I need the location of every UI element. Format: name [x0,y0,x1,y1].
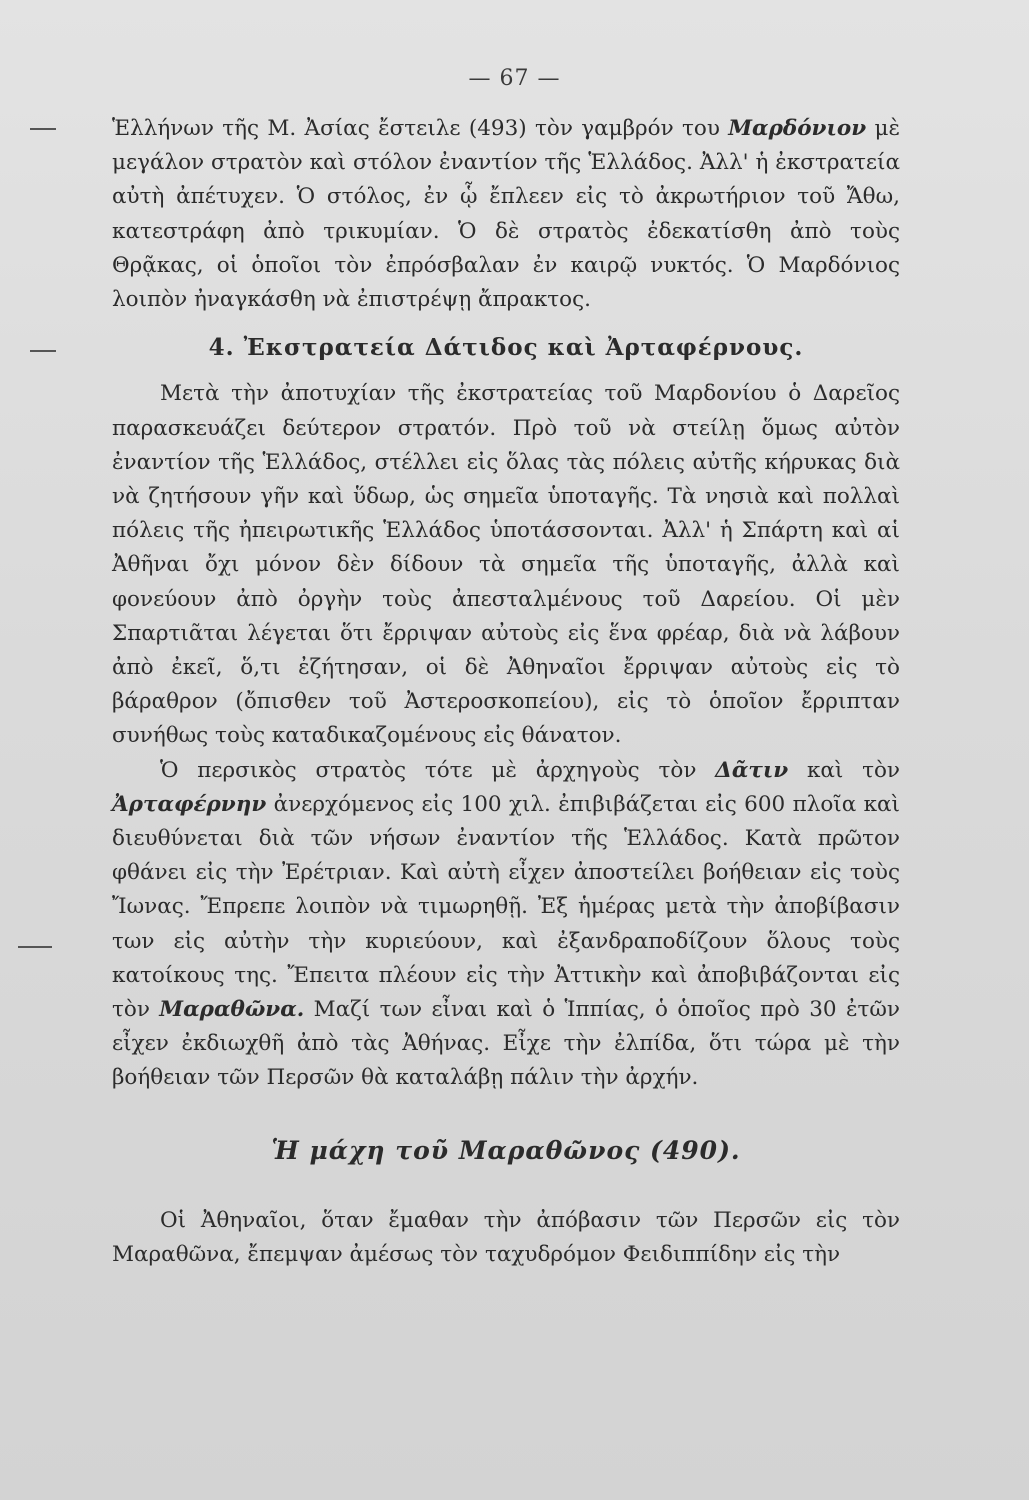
paragraph: Μετὰ τὴν ἀποτυχίαν τῆς ἐκστρατείας τοῦ Μαρδονίου ὁ Δαρεῖος παρασκευάζει δεύτερον στρατόν. Πρὸ τοῦ νὰ στείλῃ ὅμως αὐτὸν ἐναντίον τῆς Ἑλλάδος, στέλλει εἰς ὅλας τὰς πόλεις αὐτῆς κήρυκας διὰ νὰ ζητήσουν γῆν καὶ ὕδωρ, ὡς σημεῖα ὑποταγῆς. Τὰ νησιὰ καὶ πολλαὶ πόλεις τῆς ἠπειρωτικῆς Ἑλλάδος ὑποτάσσονται. Ἀλλ' ἡ Σπάρτη καὶ αἱ Ἀθῆναι ὄχι μόνον δὲν δίδουν τὰ σημεῖα τῆς ὑποταγῆς, ἀλλὰ καὶ φονεύουν ἀπὸ ὀργὴν τοὺς ἀπεσταλμένους τοῦ Δαρείου. Οἱ μὲν Σπαρτιᾶται λέγεται ὅτι ἔρριψαν αὐτοὺς εἰς ἕνα φρέαρ, διὰ νὰ λάβουν ἀπὸ ἐκεῖ, ὅ,τι ἐζήτησαν, οἱ δὲ Ἀθηναῖοι ἔρριψαν αὐτοὺς εἰς τὸ βάραθρον (ὄπισθεν τοῦ Ἀστεροσκοπείου), εἰς τὸ ὁποῖον ἔρριπταν συνήθως τοὺς καταδικαζομένους εἰς θάνατον. [112,381,900,749]
emphasis-datis: Δᾶτιν [715,757,789,783]
subsection-heading: Ἡ μάχη τοῦ Μαραθῶνος (490). [271,1135,741,1165]
emphasis-mardonios: Μαρδόνιον [728,116,867,141]
text-run: καὶ τὸν [788,757,900,783]
paragraph [112,754,900,1096]
text-run: Ὁ περσικὸς στρατὸς τότε μὲ ἀρχηγοὺς τὸν [160,757,716,783]
text-run: Ἑλλήνων τῆς Μ. Ἀσίας ἔστειλε (493) τὸν γαμβρόν του [112,116,729,141]
page-number: — 67 — [468,66,561,91]
body-text [112,112,900,1272]
text-run: Μαζί των εἶναι καὶ ὁ Ἱππίας, ὁ ὁποῖος πρὸ 30 ἐτῶν εἶχεν ἐκδιωχθῆ ἀπὸ τὰς Ἀθήνας. Εἶχε τὴν ἐλπίδα, ὅτι τώρα μὲ τὴν βοήθειαν τῶν Περσῶν θὰ καταλάβῃ πάλιν τὴν ἀρχήν. [112,997,900,1091]
emphasis-marathon: Μαραθῶνα. [159,997,305,1023]
margin-mark [30,350,56,352]
margin-mark [30,128,56,130]
text-run: ἀνερχόμενος εἰς 100 χιλ. ἐπιβιβάζεται εἰς 600 πλοῖα καὶ διευθύνεται διὰ τῶν νήσων ἐναντίον τῆς Ἑλλάδος. Κατὰ πρῶτον φθάνει εἰς τὴν Ἐρέτριαν. Καὶ αὐτὴ εἶχεν ἀποστείλει βοήθειαν εἰς τοὺς Ἴωνας. Ἔπρεπε λοιπὸν νὰ τιμωρηθῇ. Ἐξ ἡμέρας μετὰ τὴν ἀποβίβασιν των εἰς αὐτὴν τὴν κυριεύουν, καὶ ἐξανδραποδίζουν ὅλους τοὺς κατοίκους της. Ἔπειτα πλέουν εἰς τὴν Ἀττικὴν καὶ ἀποβιβάζονται εἰς τὸν [112,791,900,1023]
paragraph [112,112,900,317]
margin-mark [18,946,52,948]
text-run: μὲ μεγάλον στρατὸν καὶ στόλον ἐναντίον τῆς Ἑλλάδος. Ἀλλ' ἡ ἐκστρατεία αὐτὴ ἀπέτυχεν. Ὁ στόλος, ἐν ᾧ ἔπλεεν εἰς τὸ ἀκρωτήριον τοῦ Ἄθω, κατεστράφη ἀπὸ τρικυμίαν. Ὁ δὲ στρατὸς ἐδεκατίσθη ἀπὸ τοὺς Θρᾷκας, οἱ ὁποῖοι τὸν ἐπρόσβαλαν ἐν καιρῷ νυκτός. Ὁ Μαρδόνιος λοιπὸν ἠναγκάσθη νὰ ἐπιστρέψῃ ἄπρακτος. [112,116,900,313]
emphasis-artaphernes: Ἀρταφέρνην [112,791,267,817]
paragraph: Οἱ Ἀθηναῖοι, ὅταν ἔμαθαν τὴν ἀπόβασιν τῶν Περσῶν εἰς τὸν Μαραθῶνα, ἔπεμψαν ἀμέσως τὸν ταχυδρόμον Φειδιππίδην εἰς τὴν [112,1207,900,1268]
section-heading: 4. Ἐκστρατεία Δάτιδος καὶ Ἀρταφέρνους. [208,334,804,362]
